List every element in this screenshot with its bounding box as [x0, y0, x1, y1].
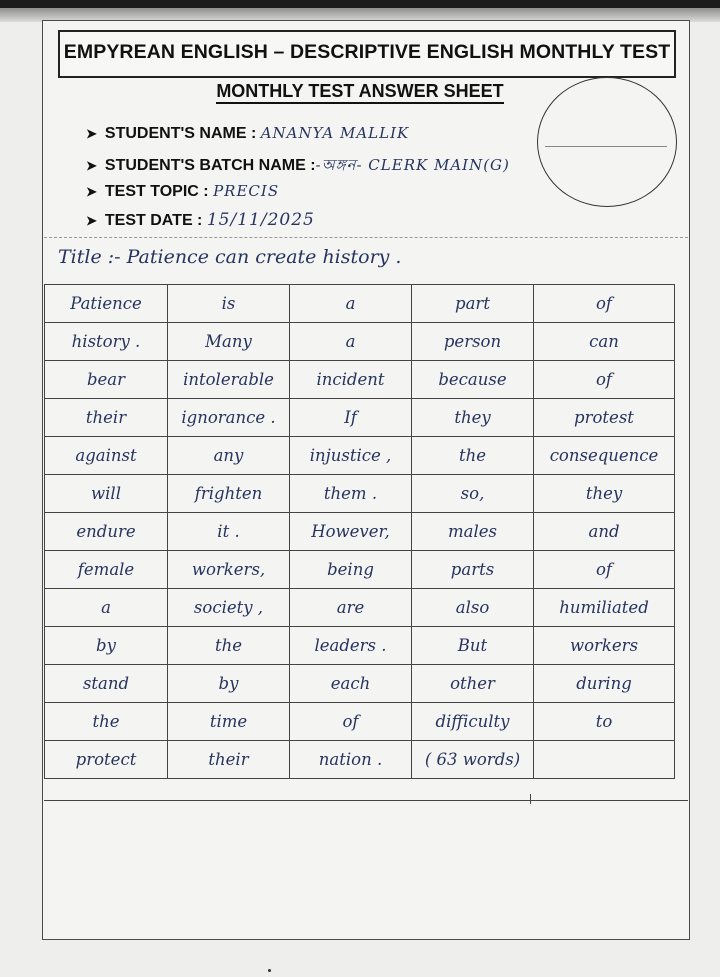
grid-row [45, 665, 675, 703]
grid-cell: part [412, 285, 534, 323]
grid-cell: they [412, 399, 534, 437]
grid-cell: society , [168, 589, 290, 627]
grid-cell [534, 741, 675, 779]
grid-cell: Patience [45, 285, 168, 323]
grid-cell: bear [45, 361, 168, 399]
grid-cell: other [412, 665, 534, 703]
grid-cell: difficulty [412, 703, 534, 741]
grid-cell: stand [45, 665, 168, 703]
grid-cell: frighten [168, 475, 290, 513]
grid-cell: of [534, 551, 675, 589]
grid-cell: of [534, 361, 675, 399]
grid-cell: But [412, 627, 534, 665]
grid-cell: female [45, 551, 168, 589]
answer-title: Title :- Patience can create history . [58, 246, 402, 268]
blank-writing-area [44, 800, 688, 937]
grid-row [45, 741, 675, 779]
grid-cell: injustice , [290, 437, 412, 475]
test-date-label: TEST DATE : [104, 212, 203, 229]
grid-cell: is [168, 285, 290, 323]
grid-cell: so, [412, 475, 534, 513]
title-separator [44, 237, 688, 239]
grid-cell: the [45, 703, 168, 741]
grid-cell: a [290, 323, 412, 361]
arrow-bullet-icon: ➤ [86, 158, 97, 173]
grid-cell: a [290, 285, 412, 323]
grid-cell: workers, [168, 551, 290, 589]
grid-cell: protest [534, 399, 675, 437]
grid-cell: will [45, 475, 168, 513]
grid-cell: person [412, 323, 534, 361]
grid-cell: and [534, 513, 675, 551]
grid-cell: their [45, 399, 168, 437]
page-speck [268, 969, 271, 972]
grid-cell: males [412, 513, 534, 551]
grid-cell: it . [168, 513, 290, 551]
test-topic-value: PRECIS [213, 182, 280, 200]
grid-cell: they [534, 475, 675, 513]
grid-cell: humiliated [534, 589, 675, 627]
batch-name-row [86, 154, 510, 179]
grid-row [45, 399, 675, 437]
grid-cell: their [168, 741, 290, 779]
grid-cell: by [168, 665, 290, 703]
test-date-value: 15/11/2025 [206, 210, 315, 230]
batch-name-label: STUDENT'S BATCH NAME : [104, 157, 316, 174]
test-date-row [86, 210, 315, 230]
grid-cell: endure [45, 513, 168, 551]
grid-cell: the [412, 437, 534, 475]
grid-cell: being [290, 551, 412, 589]
grid-cell: each [290, 665, 412, 703]
test-topic-row [86, 182, 279, 201]
grid-cell: Many [168, 323, 290, 361]
grid-cell: to [534, 703, 675, 741]
grid-cell: a [45, 589, 168, 627]
arrow-bullet-icon: ➤ [86, 184, 97, 199]
grid-row [45, 437, 675, 475]
grid-cell: If [290, 399, 412, 437]
grid-row [45, 475, 675, 513]
grid-cell: against [45, 437, 168, 475]
photo-guide-line [545, 146, 667, 147]
grid-cell: protect [45, 741, 168, 779]
grid-cell: consequence [534, 437, 675, 475]
batch-name-value: -অঙ্গন- CLERK MAIN(G) [315, 156, 510, 174]
grid-cell: ( 63 words) [412, 741, 534, 779]
grid-cell: any [168, 437, 290, 475]
grid-cell: of [534, 285, 675, 323]
grid-cell: ignorance . [168, 399, 290, 437]
grid-row [45, 589, 675, 627]
grid-row [45, 627, 675, 665]
grid-cell: of [290, 703, 412, 741]
test-title: EMPYREAN ENGLISH – DESCRIPTIVE ENGLISH MONTHLY TEST [63, 41, 671, 63]
grid-cell: intolerable [168, 361, 290, 399]
grid-cell: incident [290, 361, 412, 399]
grid-cell: can [534, 323, 675, 361]
grid-cell: time [168, 703, 290, 741]
grid-cell: However, [290, 513, 412, 551]
arrow-bullet-icon: ➤ [86, 213, 97, 228]
photo-circle [537, 77, 677, 207]
grid-cell: are [290, 589, 412, 627]
header-box [58, 30, 676, 78]
grid-cell: parts [412, 551, 534, 589]
grid-cell: by [45, 627, 168, 665]
grid-cell: leaders . [290, 627, 412, 665]
student-name-row [86, 124, 409, 143]
grid-cell: nation . [290, 741, 412, 779]
test-topic-label: TEST TOPIC : [104, 183, 209, 200]
grid-row [45, 551, 675, 589]
student-name-value: ANANYA MALLIK [260, 124, 410, 142]
grid-cell: workers [534, 627, 675, 665]
grid-row [45, 361, 675, 399]
grid-row [45, 513, 675, 551]
word-grid-body [45, 285, 675, 779]
arrow-bullet-icon: ➤ [86, 126, 97, 141]
grid-row [45, 703, 675, 741]
grid-cell: during [534, 665, 675, 703]
top-edge-shadow [0, 0, 720, 8]
grid-cell: history . [45, 323, 168, 361]
grid-cell: the [168, 627, 290, 665]
student-name-label: STUDENT'S NAME : [104, 125, 257, 142]
sheet-subtitle-text: MONTHLY TEST ANSWER SHEET [216, 81, 503, 104]
grid-row [45, 323, 675, 361]
grid-row [45, 285, 675, 323]
word-grid [44, 284, 675, 779]
grid-cell: them . [290, 475, 412, 513]
grid-cell: also [412, 589, 534, 627]
grid-cell: because [412, 361, 534, 399]
